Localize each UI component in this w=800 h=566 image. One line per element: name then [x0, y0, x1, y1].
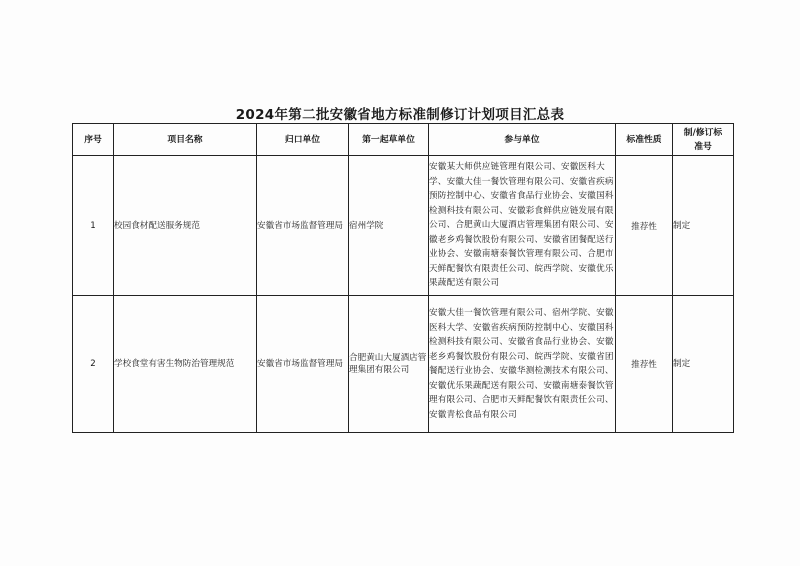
header-type: [673, 124, 734, 156]
table-header-row: [73, 124, 734, 156]
cell-type: 制定: [673, 156, 734, 296]
cell-department: 安徽省市场监督管理局: [257, 156, 349, 296]
header-participants: 参与单位: [429, 124, 616, 156]
header-type-line1: 制/修订标: [683, 127, 723, 138]
cell-name: 学校食堂有害生物防治管理规范: [114, 296, 257, 433]
cell-nature: 推荐性: [616, 296, 673, 433]
table-row: [73, 296, 734, 433]
header-type-line2: 准号: [694, 141, 712, 152]
cell-participants: 安徽大佳一餐饮管理有限公司、宿州学院、安徽医科大学、安徽省疾病预防控制中心、安徽国科检测科技有限公司、安徽省食品行业协会、安徽老乡鸡餐饮股份有限公司、皖西学院、安徽省团餐配送行业协会、安徽华测检测技术有限公司、安徽优乐果蔬配送有限公司、安徽南塘泰餐饮管理有限公司、合肥市天鲜配餐饮有限责任公司、安徽青松食品有限公司: [429, 296, 616, 433]
header-nature: 标准性质: [616, 124, 673, 156]
header-name: 项目名称: [114, 124, 257, 156]
cell-no: 1: [73, 156, 114, 296]
document-title: 2024年第二批安徽省地方标准制修订计划项目汇总表: [235, 107, 565, 123]
cell-name: 校园食材配送服务规范: [114, 156, 257, 296]
cell-first-drafter: 宿州学院: [349, 156, 429, 296]
plan-table: [72, 123, 734, 433]
cell-no: 2: [73, 296, 114, 433]
cell-nature: 推荐性: [616, 156, 673, 296]
cell-participants: 安徽某大师供应链管理有限公司、安徽医科大学、安徽大佳一餐饮管理有限公司、安徽省疾病预防控制中心、安徽省食品行业协会、安徽国科检测科技有限公司、安徽彩食鲜供应链发展有限公司、合肥黄山大厦酒店管理集团有限公司、安徽老乡鸡餐饮股份有限公司、安徽省团餐配送行业协会、安徽南塘泰餐饮管理有限公司、合肥市天鲜配餐饮有限责任公司、皖西学院、安徽优乐果蔬配送有限公司: [429, 156, 616, 296]
header-no: 序号: [73, 124, 114, 156]
table-row: [73, 156, 734, 296]
cell-first-drafter: 合肥黄山大厦酒店管理集团有限公司: [349, 296, 429, 433]
header-department: 归口单位: [257, 124, 349, 156]
header-first-drafter: 第一起草单位: [349, 124, 429, 156]
cell-department: 安徽省市场监督管理局: [257, 296, 349, 433]
cell-type: 制定: [673, 296, 734, 433]
